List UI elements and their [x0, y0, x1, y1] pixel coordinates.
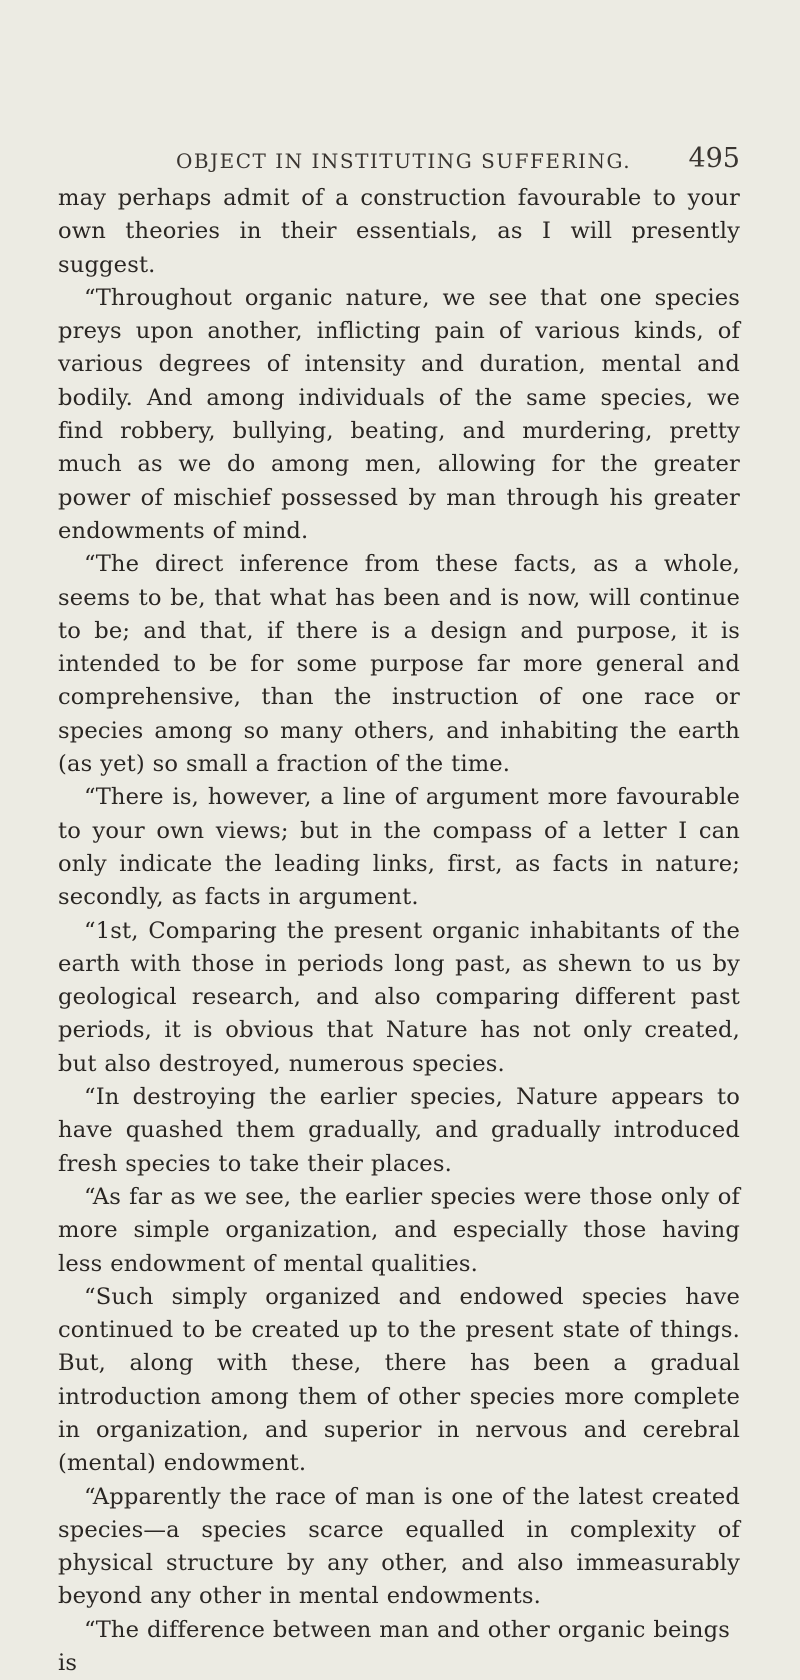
paragraph-quote-continues: “The difference between man and other organic beings is — [58, 1616, 730, 1677]
paragraph-quote: “1st, Comparing the present organic inhabitants of the earth with those in periods long past, as shewn to us by geological research, and also comparing different past periods, it is obvious that Nature has not only created, but also destroyed, numerous species. — [58, 917, 740, 1077]
paragraph-quote: “As far as we see, the earlier species were those only of more simple organization, and especially those having less endowment of mental qualities. — [58, 1183, 740, 1277]
running-title: OBJECT IN INSTITUTING SUFFERING. — [176, 149, 632, 173]
paragraph-quote: “Throughout organic nature, we see that one species preys upon another, inflicting pain of various kinds, of various degrees of intensity and duration, mental and bodily. And among individuals of the same species, we find robbery, bullying, beating, and murdering, pretty much as we do among men, allowing for the greater power of mischief possessed by man through his greater endowments of mind. — [58, 284, 740, 544]
paragraph-quote: “In destroying the earlier species, Nature appears to have quashed them gradually, and gradually introduced fresh species to take their places. — [58, 1084, 740, 1177]
book-page — [0, 118, 800, 1677]
paragraph-quote: “The direct inference from these facts, as a whole, seems to be, that what has been and is now, will continue to be; and that, if there is a design and purpose, it is intended to be for some purpose far more general and comprehensive, than the instruction of one race or species among so many others, and inhabiting the earth (as yet) so small a fraction of the time. — [58, 551, 740, 778]
running-head — [58, 118, 740, 178]
paragraph-quote: “Such simply organized and endowed species have continued to be created up to the present state of things. But, along with these, there has been a gradual introduction among them of other species more complete in organization, and superior in nervous and cerebral (mental) endowment. — [58, 1283, 740, 1477]
paragraph-continuation: may perhaps admit of a construction favourable to your own theories in their essentials, as I will presently suggest. — [58, 185, 740, 278]
body-text — [58, 182, 740, 1680]
paragraph-quote: “Apparently the race of man is one of the latest created species—a species scarce equalled in complexity of physical structure by any other, and also immeasurably beyond any other in mental endowments. — [58, 1483, 740, 1610]
page-number: 495 — [688, 143, 740, 174]
paragraph-quote: “There is, however, a line of argument more favourable to your own views; but in the compass of a letter I can only indicate the leading links, first, as facts in nature; secondly, as facts in argument. — [58, 784, 740, 911]
